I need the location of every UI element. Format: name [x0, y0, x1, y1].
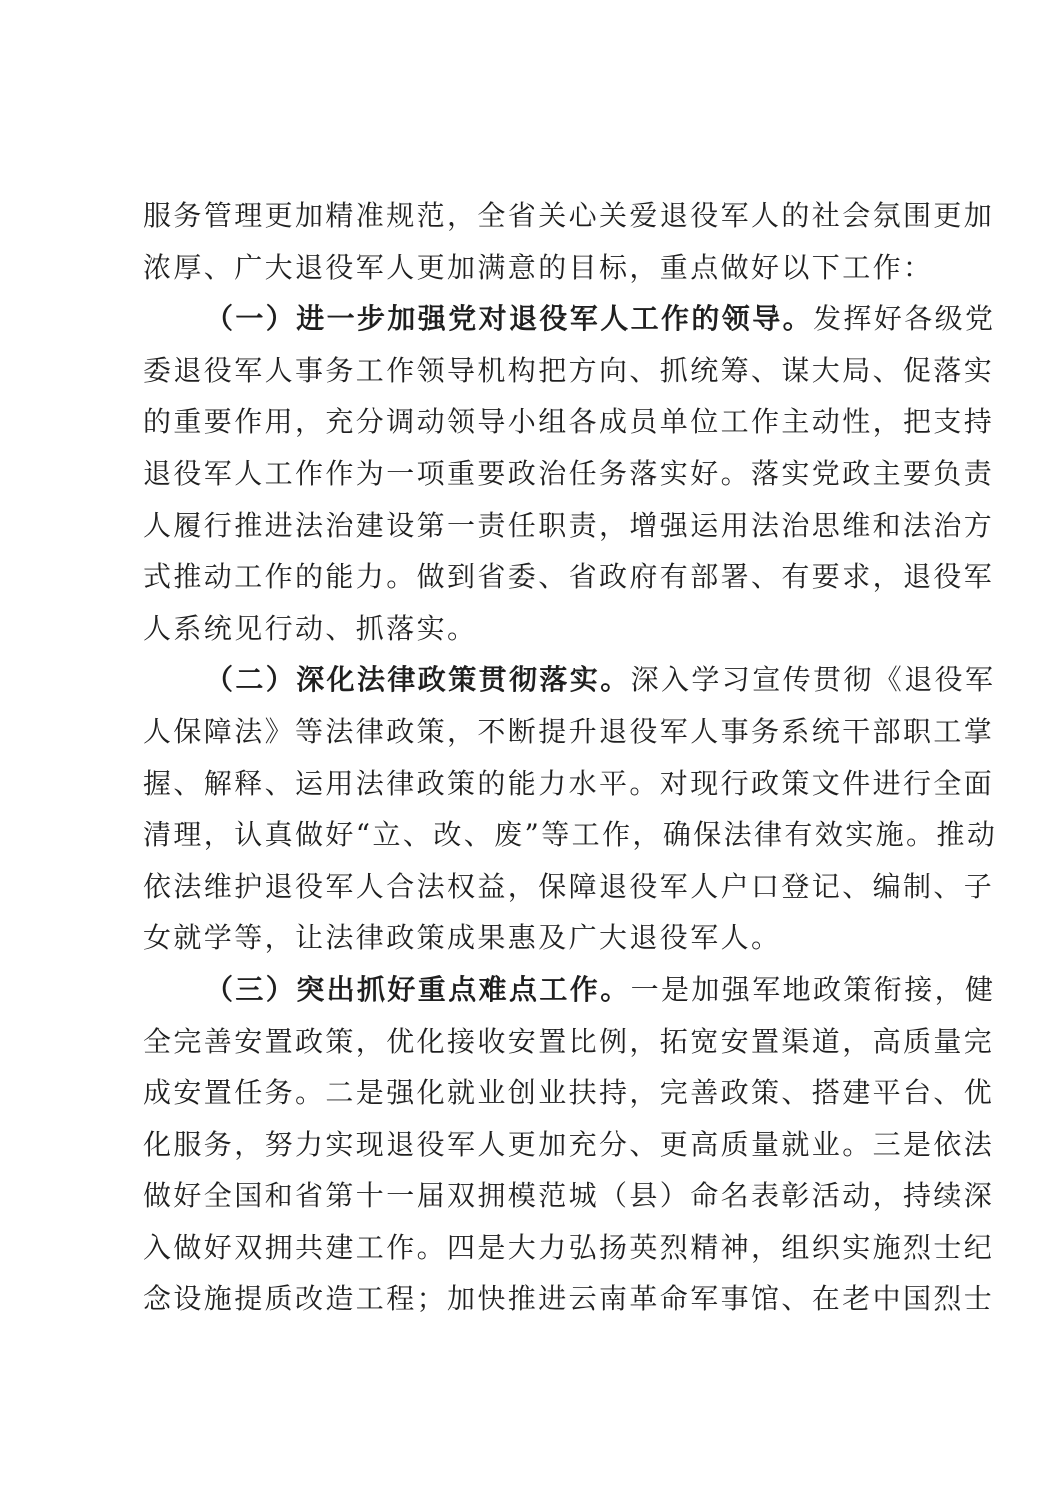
- section-3-first-line: [143, 964, 996, 1016]
- section-2-heading: （二）深化法律政策贯彻落实。: [205, 663, 631, 697]
- text-line: 人系统见行动、抓落实。: [143, 611, 478, 645]
- section-2-text: 深入学习宣传贯彻《退役军: [630, 663, 996, 697]
- text-line: 浓厚、广大退役军人更加满意的目标，重点做好以下工作：: [143, 250, 934, 284]
- text-line: 依法维护退役军人合法权益，保障退役军人户口登记、编制、子: [143, 869, 995, 903]
- text-line: 退役军人工作作为一项重要政治任务落实好。落实党政主要负责: [143, 456, 995, 490]
- section-2-first-line: [143, 654, 996, 706]
- text-line: 全完善安置政策，优化接收安置比例，拓宽安置渠道，高质量完: [143, 1024, 995, 1058]
- text-line: 服务管理更加精准规范，全省关心关爱退役军人的社会氛围更加: [143, 199, 995, 232]
- text-line: 做好全国和省第十一届双拥模范城（县）命名表彰活动，持续深: [143, 1179, 995, 1213]
- text-line: 握、解释、运用法律政策的能力水平。对现行政策文件进行全面: [143, 766, 995, 800]
- text-line: 念设施提质改造工程；加快推进云南革命军事馆、在老中国烈士: [143, 1282, 995, 1316]
- section-1-text: 发挥好各级党: [813, 302, 996, 336]
- text-line: 清理，认真做好“立、改、废”等工作，确保法律有效实施。推动: [143, 818, 998, 852]
- body-text: [143, 190, 998, 1325]
- text-line: 成安置任务。二是强化就业创业扶持，完善政策、搭建平台、优: [143, 1076, 995, 1110]
- text-line: 的重要作用，充分调动领导小组各成员单位工作主动性，把支持: [143, 405, 995, 439]
- text-line: 人保障法》等法律政策，不断提升退役军人事务系统干部职工掌: [143, 714, 995, 748]
- section-3-text: 一是加强军地政策衔接，健: [630, 972, 996, 1006]
- text-line: 人履行推进法治建设第一责任职责，增强运用法治思维和法治方: [143, 508, 995, 542]
- section-3-heading: （三）突出抓好重点难点工作。: [205, 972, 631, 1006]
- text-line: 入做好双拥共建工作。四是大力弘扬英烈精神，组织实施烈士纪: [143, 1230, 995, 1264]
- text-line: 女就学等，让法律政策成果惠及广大退役军人。: [143, 921, 782, 955]
- text-line: 式推动工作的能力。做到省委、省政府有部署、有要求，退役军: [143, 560, 995, 594]
- text-line: 化服务，努力实现退役军人更加充分、更高质量就业。三是依法: [143, 1127, 995, 1161]
- section-1-first-line: [143, 293, 996, 345]
- section-1-heading: （一）进一步加强党对退役军人工作的领导。: [205, 302, 814, 336]
- text-line: 委退役军人事务工作领导机构把方向、抓统筹、谋大局、促落实: [143, 353, 995, 387]
